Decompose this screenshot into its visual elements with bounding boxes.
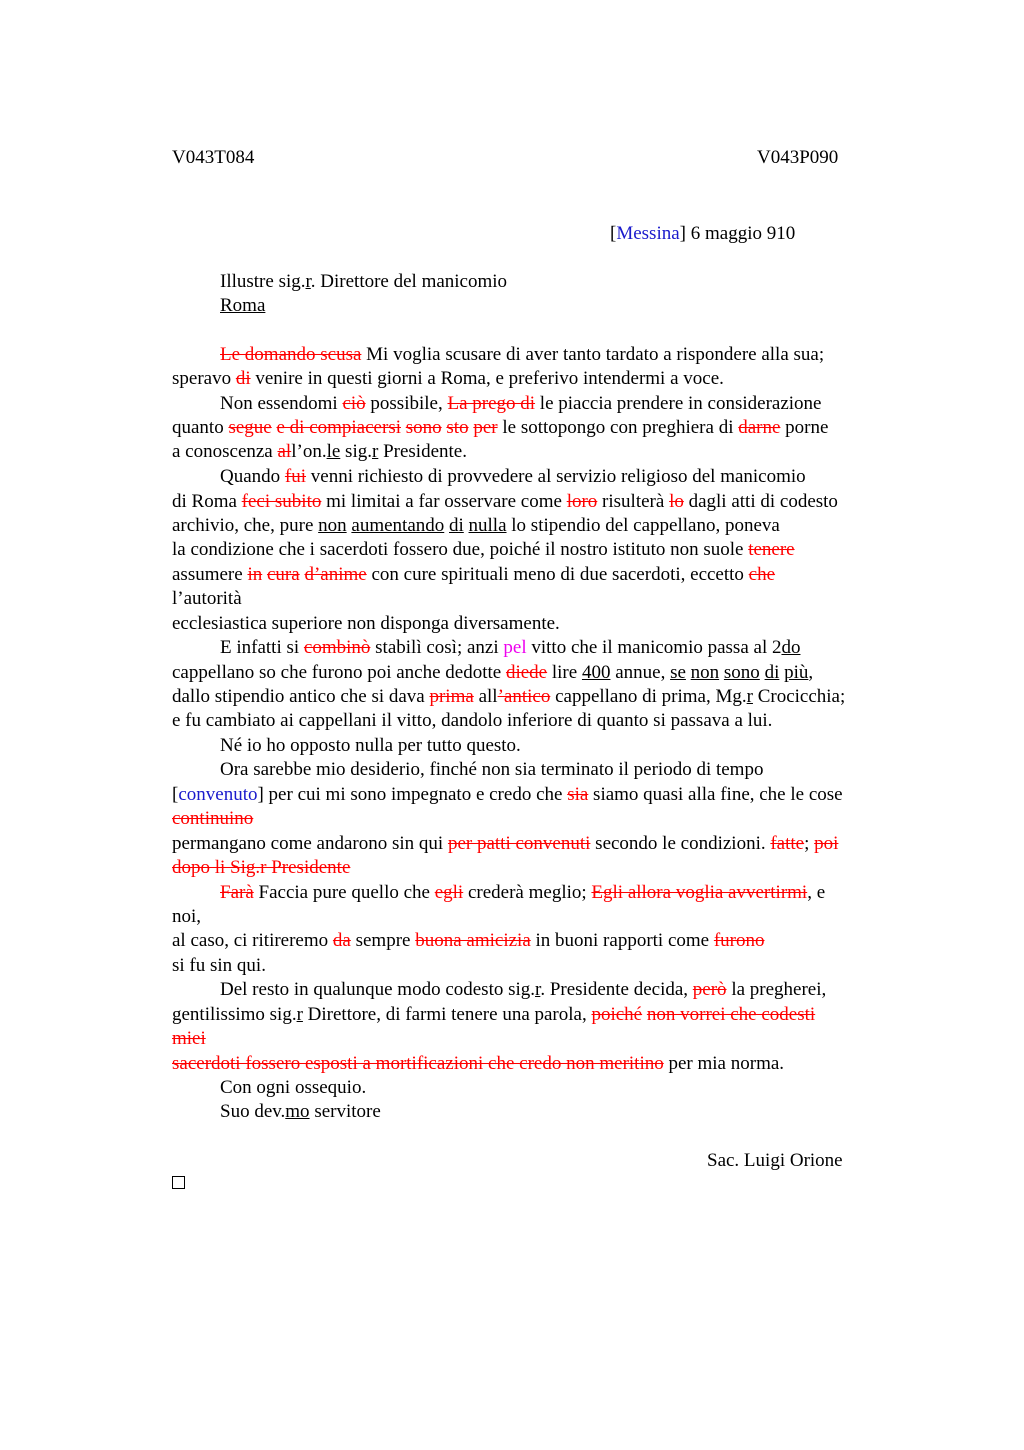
deletion: poi: [814, 833, 839, 854]
body-line: [220, 343, 824, 367]
body-line: [172, 685, 845, 709]
deletion: egli: [434, 882, 464, 903]
body-line: [172, 1027, 206, 1051]
deletion: loro: [566, 491, 598, 512]
dateline: [610, 222, 795, 246]
underlined: do: [781, 637, 801, 658]
text: , e: [807, 882, 826, 903]
text: noi,: [172, 906, 202, 927]
deletion: Egli allora voglia avvertirmi: [591, 882, 808, 903]
deletion: continuino: [172, 808, 254, 829]
deletion: da: [332, 930, 351, 951]
deletion: che: [748, 564, 776, 585]
deletion: miei: [172, 1028, 206, 1049]
underlined: non: [318, 515, 347, 536]
text: . Presidente decida,: [540, 979, 693, 1000]
deletion: sono: [405, 417, 442, 438]
text: le sottopongo con preghiera di: [497, 417, 739, 438]
text: gentilissimo sig.: [172, 1004, 297, 1025]
body-line: [172, 807, 253, 831]
text: in buoni rapporti come: [530, 930, 714, 951]
text: sempre: [350, 930, 416, 951]
text: Illustre sig.: [220, 271, 306, 292]
end-marker-box-icon: [172, 1176, 185, 1189]
body-line: [172, 538, 795, 562]
text: vitto che il manicomio passa al 2: [526, 637, 782, 658]
underlined: le: [326, 441, 341, 462]
deletion: diede: [505, 662, 548, 683]
body-line: [172, 563, 775, 587]
underlined: più: [784, 662, 809, 683]
text: le piaccia prendere in considerazione: [535, 393, 822, 414]
closing-line: [220, 1100, 381, 1124]
text: Faccia pure quello che: [253, 882, 435, 903]
deletion: darne: [738, 417, 781, 438]
body-line: [220, 636, 800, 660]
body-line: [172, 783, 843, 807]
deletion: fatte: [770, 833, 805, 854]
underlined: sono: [723, 662, 760, 683]
editor-insertion: pel: [503, 637, 527, 658]
underlined: r: [746, 686, 753, 707]
deletion: d’anime: [304, 564, 367, 585]
deletion: al: [277, 441, 292, 462]
deletion: sacerdoti fossero esposti a mortificazioni che credo non meritino: [172, 1053, 664, 1074]
deletion: tenere: [748, 539, 795, 560]
underlined: nulla: [468, 515, 507, 536]
text: venire in questi giorni a Roma, e preferivo intendermi a voce.: [250, 368, 724, 389]
text: dallo stipendio antico che si dava: [172, 686, 430, 707]
body-line: [172, 612, 560, 636]
text: siamo quasi alla fine, che le cose: [588, 784, 843, 805]
body-line: [172, 440, 467, 464]
body-line: [172, 661, 813, 685]
deletion: Farà: [220, 882, 254, 903]
text: per mia norma.: [663, 1053, 785, 1074]
text: E infatti si: [220, 637, 304, 658]
deletion: Le domando scusa: [220, 344, 362, 365]
editor-insertion: convenuto: [178, 784, 258, 805]
body-line: [172, 905, 201, 929]
text: Ora sarebbe mio desiderio, finché non sia terminato il periodo di tempo: [220, 759, 764, 780]
body-line: [220, 758, 763, 782]
underlined: r: [371, 441, 379, 462]
text: Direttore, di farmi tenere una parola,: [302, 1004, 592, 1025]
deletion: fui: [284, 466, 307, 487]
text: lire: [547, 662, 582, 683]
document-code-left: V043T084: [172, 147, 255, 168]
deletion: ’antico: [497, 686, 551, 707]
text: Quando: [220, 466, 285, 487]
superscript: r: [305, 271, 311, 292]
body-line: [220, 392, 821, 416]
text: l’on.: [291, 441, 327, 462]
body-line: [172, 832, 838, 856]
text: la pregherei,: [726, 979, 827, 1000]
deletion: La prego di: [447, 393, 536, 414]
deletion: feci subito: [241, 491, 322, 512]
underlined: r: [535, 979, 541, 1000]
text: archivio, che, pure: [172, 515, 319, 536]
body-line: [172, 856, 350, 880]
deletion: sto: [446, 417, 469, 438]
text: Del resto in qualunque modo codesto sig.: [220, 979, 536, 1000]
text: [: [172, 784, 179, 805]
text: la condizione che i sacerdoti fossero due, poiché il nostro istituto non suole: [172, 539, 749, 560]
deletion: non vorrei che codesti: [646, 1004, 816, 1025]
body-line: [220, 881, 825, 905]
text: . Direttore del manicomio: [310, 271, 508, 292]
deletion: cura: [266, 564, 300, 585]
deletion: poiché: [591, 1004, 643, 1025]
text: speravo: [172, 368, 236, 389]
text: ;: [804, 833, 815, 854]
deletion: però: [692, 979, 727, 1000]
text: permangano come andarono sin qui: [172, 833, 448, 854]
text: con cure spirituali meno di due sacerdoti, eccetto: [366, 564, 749, 585]
text: dagli atti di codesto: [683, 491, 838, 512]
deletion: di: [235, 368, 251, 389]
text: mi limitai a far osservare come: [321, 491, 567, 512]
text: annue,: [610, 662, 671, 683]
underlined: non: [690, 662, 720, 683]
text: stabilì così; anzi: [370, 637, 504, 658]
text: Né io ho opposto nulla per tutto questo.: [220, 735, 521, 756]
body-line: [172, 514, 780, 538]
deletion: dopo li Sig.r Presidente: [172, 857, 351, 878]
text: e fu cambiato ai cappellani il vitto, dandolo inferiore di quanto si passava a lui.: [172, 710, 773, 731]
deletion: buona amicizia: [415, 930, 531, 951]
deletion: per patti convenuti: [447, 833, 591, 854]
underlined: aumentando: [351, 515, 445, 536]
text: secondo le condizioni.: [590, 833, 771, 854]
underlined: r: [296, 1004, 303, 1025]
deletion: in: [247, 564, 263, 585]
text: Non essendomi: [220, 393, 343, 414]
date: ] 6 maggio 910: [679, 223, 796, 244]
underlined: se: [670, 662, 686, 683]
deletion: lo: [669, 491, 684, 512]
text: al caso, ci ritireremo: [172, 930, 333, 951]
text: ,: [808, 662, 814, 683]
deletion: sia: [567, 784, 589, 805]
deletion: furono: [713, 930, 765, 951]
deletion: per: [473, 417, 498, 438]
text: possibile,: [365, 393, 448, 414]
text: cappellano di prima, Mg.: [550, 686, 747, 707]
text: risulterà: [597, 491, 670, 512]
text: ] per cui mi sono impegnato e credo che: [257, 784, 568, 805]
text: a conoscenza: [172, 441, 278, 462]
body-line: [172, 954, 266, 978]
text: all: [473, 686, 498, 707]
text: venni richiesto di provvedere al servizio religioso del manicomio: [306, 466, 806, 487]
place-name: Messina: [616, 223, 680, 244]
underlined: di: [449, 515, 464, 536]
addressee-city: [220, 294, 265, 318]
text: lo stipendio del cappellano, poneva: [506, 515, 780, 536]
body-line: [172, 1003, 815, 1027]
text: cappellano so che furono poi anche dedotte: [172, 662, 506, 683]
text: crederà meglio;: [463, 882, 592, 903]
body-line: [172, 490, 838, 514]
deletion: e di compiacersi: [276, 417, 401, 438]
body-line: [172, 929, 765, 953]
text: ecclesiastica superiore non disponga diversamente.: [172, 613, 560, 634]
text: Crocicchia;: [752, 686, 846, 707]
text: assumere: [172, 564, 248, 585]
body-line: [220, 465, 806, 489]
body-line: [172, 709, 772, 733]
signature: Sac. Luigi Orione: [707, 1150, 843, 1171]
city: Roma: [220, 295, 266, 316]
text: si fu sin qui.: [172, 955, 266, 976]
text: sig.: [340, 441, 372, 462]
bracket: [: [610, 223, 617, 244]
deletion: prima: [429, 686, 474, 707]
text: quanto: [172, 417, 229, 438]
addressee-line: [220, 270, 507, 294]
body-line: [220, 978, 826, 1002]
text: porne: [780, 417, 829, 438]
closing-line: [220, 1076, 366, 1100]
text: Suo dev.: [220, 1101, 286, 1122]
underlined: mo: [285, 1101, 310, 1122]
deletion: segue: [228, 417, 272, 438]
text: di Roma: [172, 491, 242, 512]
body-line: [172, 1052, 784, 1076]
document-code-right: V043P090: [757, 147, 839, 168]
text: l’autorità: [172, 588, 242, 609]
text: Mi voglia scusare di aver tanto tardato a rispondere alla sua;: [361, 344, 825, 365]
body-line: [172, 416, 828, 440]
deletion: combinò: [303, 637, 371, 658]
body-line: [172, 367, 724, 391]
underlined: 400: [581, 662, 611, 683]
body-line: [220, 734, 521, 758]
body-line: [172, 587, 242, 611]
text: Presidente.: [378, 441, 467, 462]
text: Con ogni ossequio.: [220, 1077, 367, 1098]
underlined: di: [764, 662, 780, 683]
text: servitore: [309, 1101, 381, 1122]
deletion: ciò: [342, 393, 366, 414]
